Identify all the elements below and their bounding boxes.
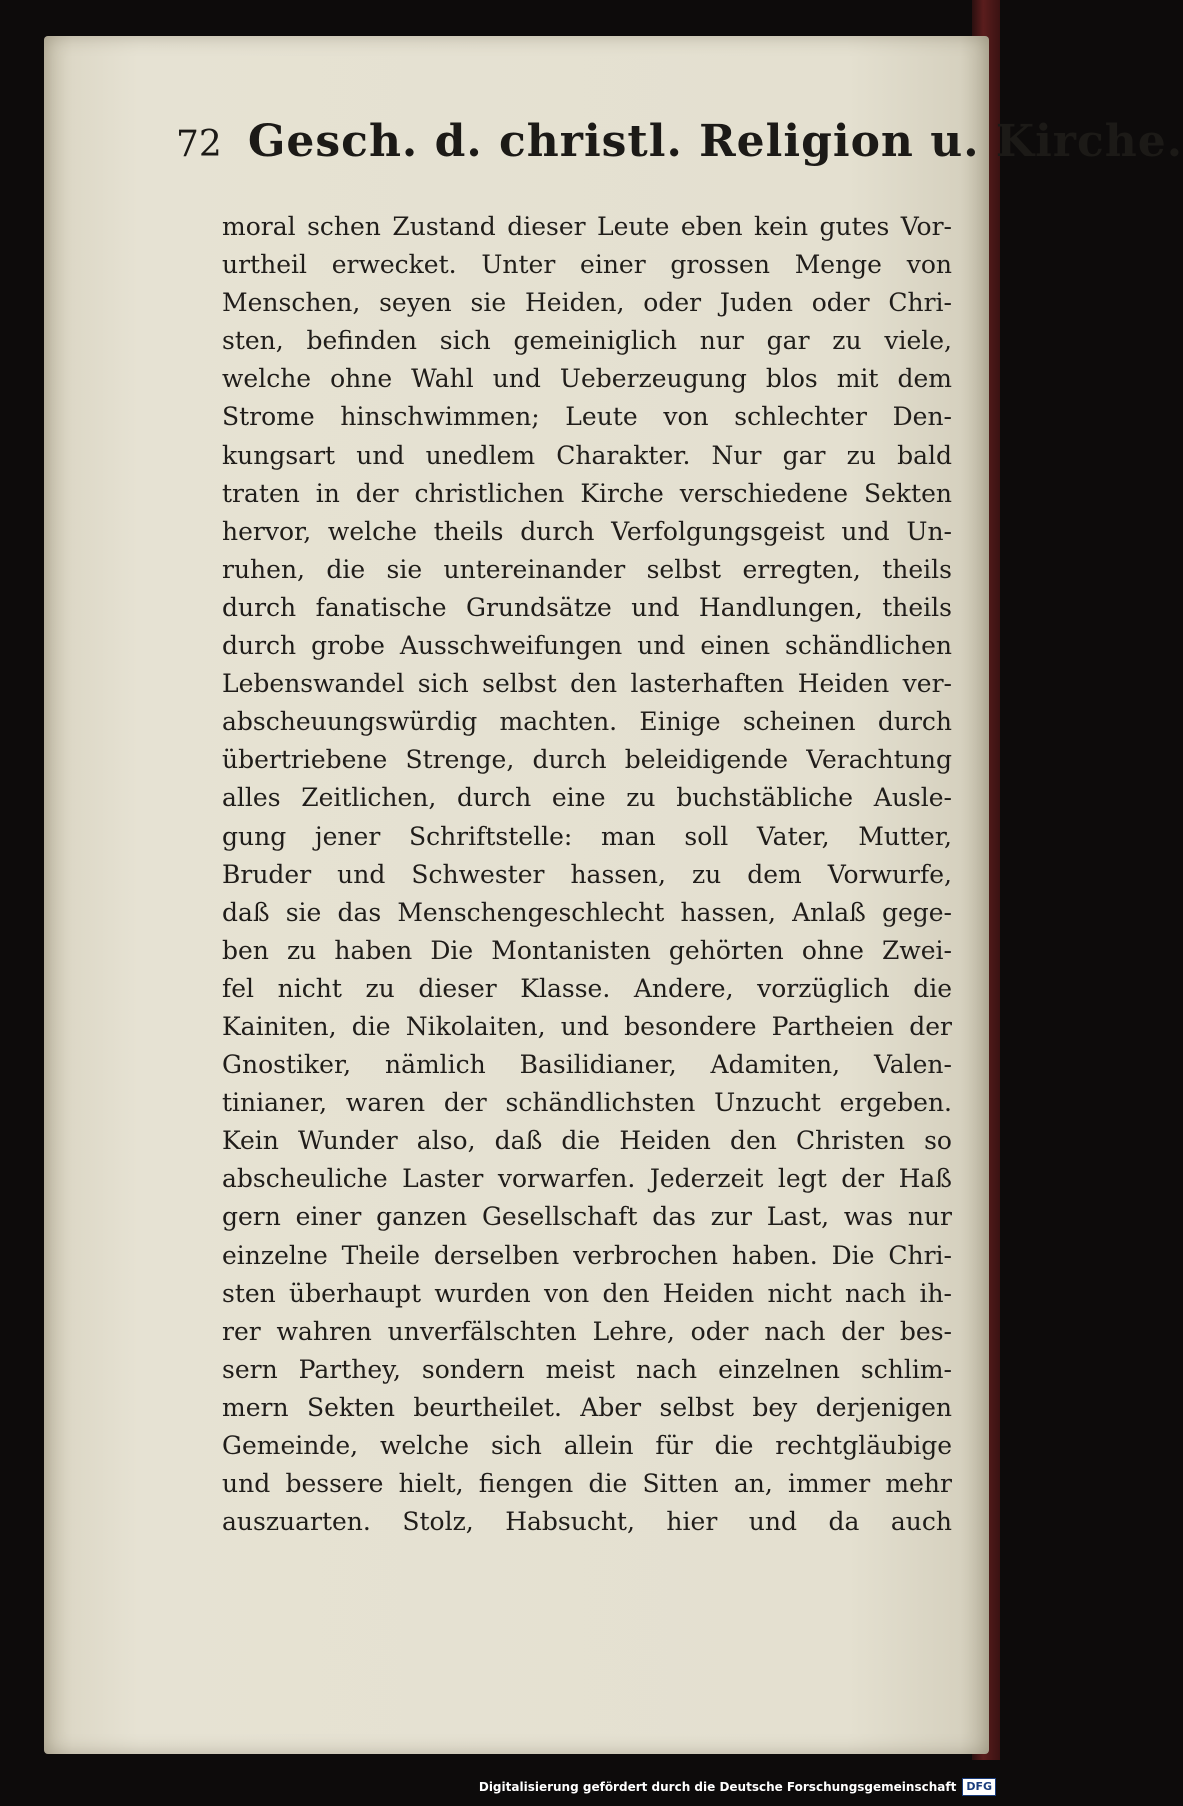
text-line: Bruder und Schwester hassen, zu dem Vorwurfe, bbox=[222, 859, 952, 889]
text-line: sern Parthey, sondern meist nach einzelnen schlim- bbox=[222, 1354, 952, 1384]
text-line: Lebenswandel sich selbst den lasterhaften Heiden ver- bbox=[222, 669, 952, 699]
text-line: rer wahren unverfälschten Lehre, oder nach der bes- bbox=[222, 1316, 952, 1346]
text-line: sten, befinden sich gemeiniglich nur gar zu viele, bbox=[222, 326, 952, 356]
text-line: hervor, welche theils durch Verfolgungsgeist und Un- bbox=[222, 516, 952, 546]
text-line: abscheuungswürdig machten. Einige scheinen durch bbox=[222, 707, 952, 737]
page-header bbox=[176, 116, 1183, 196]
page-number: 72 bbox=[176, 124, 222, 165]
text-line: Gemeinde, welche sich allein für die rechtgläubige bbox=[222, 1431, 952, 1460]
text-line: gung jener Schriftstelle: man soll Vater, Mutter, bbox=[222, 821, 952, 851]
text-line: sten überhaupt wurden von den Heiden nicht nach ih- bbox=[222, 1278, 952, 1308]
text-line: urtheil erwecket. Unter einer grossen Menge von bbox=[222, 250, 952, 280]
text-line: übertriebene Strenge, durch beleidigende Verachtung bbox=[222, 745, 952, 775]
text-line: alles Zeitlichen, durch eine zu buchstäbliche Ausle- bbox=[222, 783, 952, 813]
text-line: Kein Wunder also, daß die Heiden den Christen so bbox=[222, 1126, 952, 1156]
text-line: gern einer ganzen Gesellschaft das zur Last, was nur bbox=[222, 1202, 952, 1232]
text-line: daß sie das Menschengeschlecht hassen, Anlaß gege- bbox=[222, 897, 952, 927]
text-line: abscheuliche Laster vorwarfen. Jederzeit legt der Haß bbox=[222, 1164, 952, 1194]
text-line: einzelne Theile derselben verbrochen haben. Die Chri- bbox=[222, 1240, 952, 1270]
digitization-footer bbox=[479, 1772, 996, 1802]
text-line: fel nicht zu dieser Klasse. Andere, vorzüglich die bbox=[222, 973, 952, 1003]
text-line: und bessere hielt, fiengen die Sitten an, immer mehr bbox=[222, 1469, 952, 1499]
text-line: durch grobe Ausschweifungen und einen schändlichen bbox=[222, 631, 952, 661]
text-line: moral schen Zustand dieser Leute eben kein gutes Vor- bbox=[222, 212, 952, 241]
text-line: traten in der christlichen Kirche verschiedene Sekten bbox=[222, 478, 952, 508]
text-line: Strome hinschwimmen; Leute von schlechter Den- bbox=[222, 402, 952, 432]
text-line: Gnostiker, nämlich Basilidianer, Adamiten, Valen- bbox=[222, 1050, 952, 1080]
text-line: Menschen, seyen sie Heiden, oder Juden oder Chri- bbox=[222, 288, 952, 318]
dfg-logo: DFG bbox=[962, 1778, 996, 1796]
text-line: Kainiten, die Nikolaiten, und besondere Partheien der bbox=[222, 1011, 952, 1041]
text-line: durch fanatische Grundsätze und Handlungen, theils bbox=[222, 592, 952, 622]
digitization-credit: Digitalisierung gefördert durch die Deutsche Forschungsgemeinschaft bbox=[478, 1780, 957, 1794]
text-line: ruhen, die sie untereinander selbst erregten, theils bbox=[222, 554, 952, 584]
text-line: kungsart und unedlem Charakter. Nur gar zu bald bbox=[222, 440, 952, 470]
text-line: welche ohne Wahl und Ueberzeugung blos mit dem bbox=[222, 364, 952, 394]
text-line: tinianer, waren der schändlichsten Unzucht ergeben. bbox=[222, 1088, 952, 1118]
running-title: Gesch. d. christl. Religion u. Kirche. bbox=[247, 116, 1183, 167]
body-text bbox=[222, 208, 952, 1541]
text-line: mern Sekten beurtheilet. Aber selbst bey derjenigen bbox=[222, 1392, 952, 1422]
text-line: ben zu haben Die Montanisten gehörten ohne Zwei- bbox=[222, 935, 952, 965]
text-line: auszuarten. Stolz, Habsucht, hier und da auch bbox=[222, 1507, 952, 1537]
